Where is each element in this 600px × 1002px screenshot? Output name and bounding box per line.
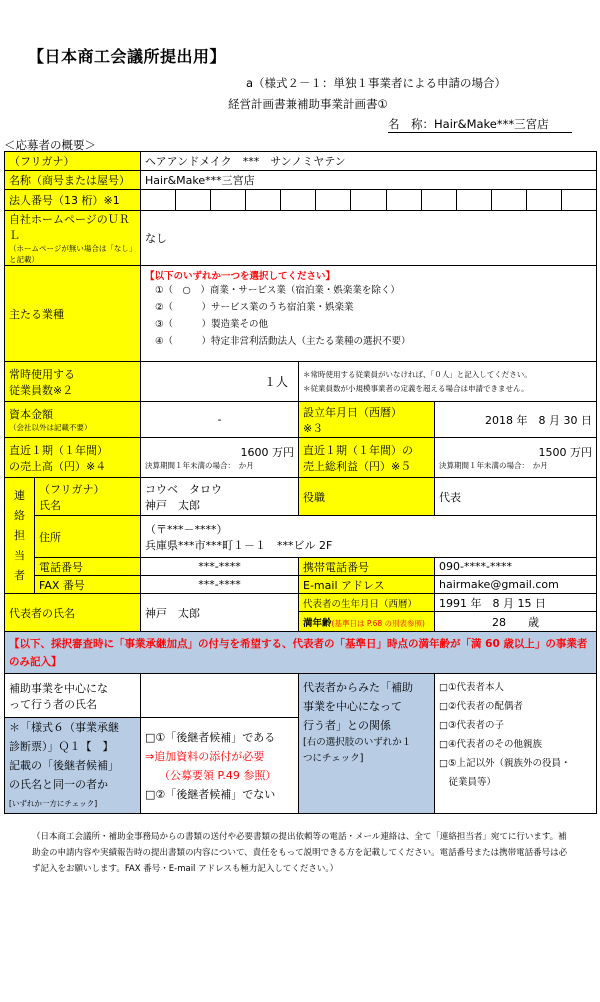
employees-note-1: ＊常時使用する従業員がいなければ、「０人」と記入してください。 — [303, 369, 532, 379]
sales-label-1: 直近１期（１年間） — [9, 443, 108, 457]
founded-value[interactable]: 2018 年 8 月 30 日 — [435, 402, 597, 438]
employees-notes — [299, 362, 597, 402]
sales-label-2: の売上高（円）※４ — [9, 459, 107, 473]
rep-age-label: 満年齢 — [303, 617, 332, 629]
lead-name-value[interactable] — [141, 674, 299, 718]
furigana-label: （フリガナ） — [5, 152, 141, 171]
employees-note-2: ＊従業員数が小規模事業者の定義を超える場合は申請できません。 — [303, 383, 529, 393]
successor-question-note: [いずれか一方にチェック] — [9, 799, 98, 808]
rep-age-value[interactable]: 28 歳 — [435, 612, 597, 632]
website-label-cell — [5, 211, 141, 266]
website-value[interactable]: なし — [141, 211, 597, 266]
contact-furigana-label: （フリガナ） — [39, 482, 105, 496]
contact-address-label: 住所 — [35, 516, 141, 558]
lead-name-label-cell — [5, 674, 141, 718]
successor-question-2: 診断票）」Ｑ１【 】 — [9, 740, 114, 753]
successor-option-1-warning: ⇒追加資料の添付が必要 — [145, 749, 265, 763]
rep-name-label: 代表者の氏名 — [5, 594, 141, 632]
employees-label-cell — [5, 362, 141, 402]
succession-notice: 【以下、採択審査時に「事業承継加点」の付与を希望する、代表者の「基準日」時点の満年齢が「満 60 歳以上」の事業者のみ記入】 — [5, 632, 597, 674]
form-number: a（様式２－１：単独１事業者による申請の場合） — [246, 76, 507, 90]
lead-name-label-1: 補助事業を中心にな — [9, 681, 108, 695]
successor-question-1: ＊「様式６（事業承継 — [9, 721, 119, 734]
contact-name-label: 氏名 — [39, 498, 61, 512]
sales-value-cell[interactable] — [141, 438, 299, 478]
relation-option-5-cont: 従業員等） — [439, 777, 497, 788]
contact-tel-label: 電話番号 — [35, 558, 141, 576]
industry-option-2[interactable]: ②（ ）サービス業のうち宿泊業・娯楽業 — [155, 302, 354, 313]
contact-zip: （〒***－****） — [145, 522, 228, 536]
relation-option-5[interactable]: □⑤上記以外（親族外の役員・ — [439, 758, 571, 769]
footer-note: （日本商工会議所・補助金事務局からの書類の送付や必要書類の提出依頼等の電話・メール連絡は、全て「連絡担当者」宛てに行います。補助金の申請内容や実績報告時の提出書類の内容について、責任をもって説明できる方を記載してください。電話番号または携帯電話番号は必ず記入をお願いします。FAX 番号・E-mail アドレスも極力記入してください。） — [32, 832, 568, 874]
capital-label: 資本金額 — [9, 408, 53, 421]
sales-label-cell — [5, 438, 141, 478]
corp-number-label: 法人番号（13 桁）※1 — [5, 190, 141, 211]
relation-note-2: つにチェック] — [303, 753, 364, 764]
contact-email-label: E-mail アドレス — [299, 576, 435, 594]
contact-address-value: 兵庫県***市***町１－１ ***ビル 2F — [145, 538, 333, 552]
section-heading: ＜応募者の概要＞ — [4, 138, 96, 152]
page-title: 【日本商工会議所提出用】 — [28, 47, 227, 66]
contact-char-5: 者 — [14, 568, 25, 582]
profit-label-1: 直近１期（１年間）の — [303, 443, 414, 457]
name-line-label: 名 称： — [388, 117, 434, 131]
industry-option-4[interactable]: ④（ ）特定非営利活動法人（主たる業種の選択不要） — [155, 336, 411, 347]
document-title: 経営計画書兼補助事業計画書① — [228, 97, 388, 111]
name-line — [388, 116, 572, 133]
website-label: 自社ホームページのＵＲＬ — [9, 213, 130, 242]
capital-label-cell — [5, 402, 141, 438]
relation-label-1: 代表者からみた「補助 — [303, 681, 414, 694]
successor-option-2[interactable]: □②「後継者候補」でない — [145, 787, 276, 801]
contact-name-label-cell — [35, 478, 141, 516]
business-name-value[interactable]: Hair&Make***三宮店 — [141, 171, 597, 190]
contact-fax-label: FAX 番号 — [35, 576, 141, 594]
relation-option-2[interactable]: □②代表者の配偶者 — [439, 701, 524, 712]
relation-option-1[interactable]: □①代表者本人 — [439, 682, 505, 693]
contact-email-value[interactable]: hairmake@gmail.com — [435, 576, 597, 594]
relation-options — [435, 674, 597, 814]
lead-name-label-2: って行う者の氏名 — [9, 697, 97, 711]
profit-note: 決算期間１年未満の場合： か月 — [439, 461, 548, 470]
relation-label-3: 行う者」との関係 — [303, 719, 392, 732]
industry-options — [141, 266, 597, 362]
relation-note-1: [右の選択肢のいずれか１ — [303, 737, 412, 748]
contact-mobile-value[interactable]: 090-****-**** — [435, 558, 597, 576]
contact-tel-value[interactable]: ***-**** — [141, 558, 299, 576]
industry-option-3[interactable]: ③（ ）製造業その他 — [155, 319, 269, 330]
rep-birth-value[interactable]: 1991 年 8 月 15 日 — [435, 594, 597, 612]
rep-age-label-cell — [299, 612, 435, 632]
capital-value[interactable]: - — [141, 402, 299, 438]
employees-label-1: 常時使用する — [9, 367, 75, 381]
industry-prompt: 【以下のいずれか一つを選択してください】 — [145, 271, 336, 282]
profit-label-cell — [299, 438, 435, 478]
contact-mobile-label: 携帯電話番号 — [299, 558, 435, 576]
sales-note: 決算期間１年未満の場合： か月 — [145, 461, 254, 470]
capital-note: （会社以外は記載不要） — [9, 423, 92, 432]
rep-age-note: (基準日は P.68 の別表参照) — [331, 618, 425, 628]
contact-vertical-label — [5, 478, 35, 594]
industry-label: 主たる業種 — [5, 266, 141, 362]
rep-birth-label: 代表者の生年月日（西暦） — [299, 594, 435, 612]
relation-label-2: 事業を中心になって — [303, 700, 403, 713]
name-line-value: Hair&Make***三宮店 — [434, 117, 549, 131]
furigana-value[interactable]: ヘアアンドメイク *** サンノミヤテン — [141, 152, 597, 171]
contact-char-2: 絡 — [14, 508, 25, 522]
profit-label-2: 売上総利益（円）※５ — [303, 459, 412, 473]
contact-furigana-value: コウベ タロウ — [145, 482, 223, 496]
sales-value: 1600 万円 — [240, 446, 295, 459]
contact-role-label: 役職 — [299, 478, 435, 516]
relation-option-4[interactable]: □④代表者のその他親族 — [439, 739, 543, 750]
website-note: （ホームページが無い場合は「なし」と記載） — [9, 244, 133, 264]
profit-value: 1500 万円 — [538, 446, 593, 459]
rep-name-value[interactable]: 神戸 太郎 — [141, 594, 299, 632]
employees-label-2: 従業員数※２ — [9, 383, 74, 397]
applicant-form — [4, 151, 597, 814]
contact-address-cell[interactable] — [141, 516, 597, 558]
founded-label-2: ※３ — [303, 421, 324, 435]
founded-label-cell — [299, 402, 435, 438]
relation-label-cell — [299, 674, 435, 814]
profit-value-cell[interactable] — [435, 438, 597, 478]
employees-value[interactable]: １人 — [141, 362, 299, 402]
successor-question-4: の氏名と同一の者か — [9, 778, 108, 791]
contact-role-value[interactable]: 代表 — [435, 478, 597, 516]
contact-char-3: 担 — [14, 528, 25, 542]
successor-options — [141, 718, 299, 814]
business-name-label: 名称（商号または屋号） — [5, 171, 141, 190]
relation-option-3[interactable]: □③代表者の子 — [439, 720, 505, 731]
successor-option-1[interactable]: □①「後継者候補」である — [145, 730, 276, 744]
successor-option-1-ref: （公募要領 P.49 参照） — [159, 768, 277, 782]
contact-char-4: 当 — [14, 548, 25, 562]
contact-char-1: 連 — [14, 488, 25, 502]
successor-question-3: 記載の「後継者候補」 — [9, 759, 119, 772]
successor-question-cell — [5, 718, 141, 814]
industry-option-1[interactable]: ①（ ○ ）商業・サービス業（宿泊業・娯楽業を除く） — [155, 285, 400, 296]
founded-label-1: 設立年月日（西暦） — [303, 405, 403, 419]
contact-fax-value[interactable]: ***-**** — [141, 576, 299, 594]
contact-name-cell[interactable] — [141, 478, 299, 516]
contact-name-value: 神戸 太郎 — [145, 498, 201, 512]
corp-number-boxes[interactable] — [141, 190, 597, 211]
